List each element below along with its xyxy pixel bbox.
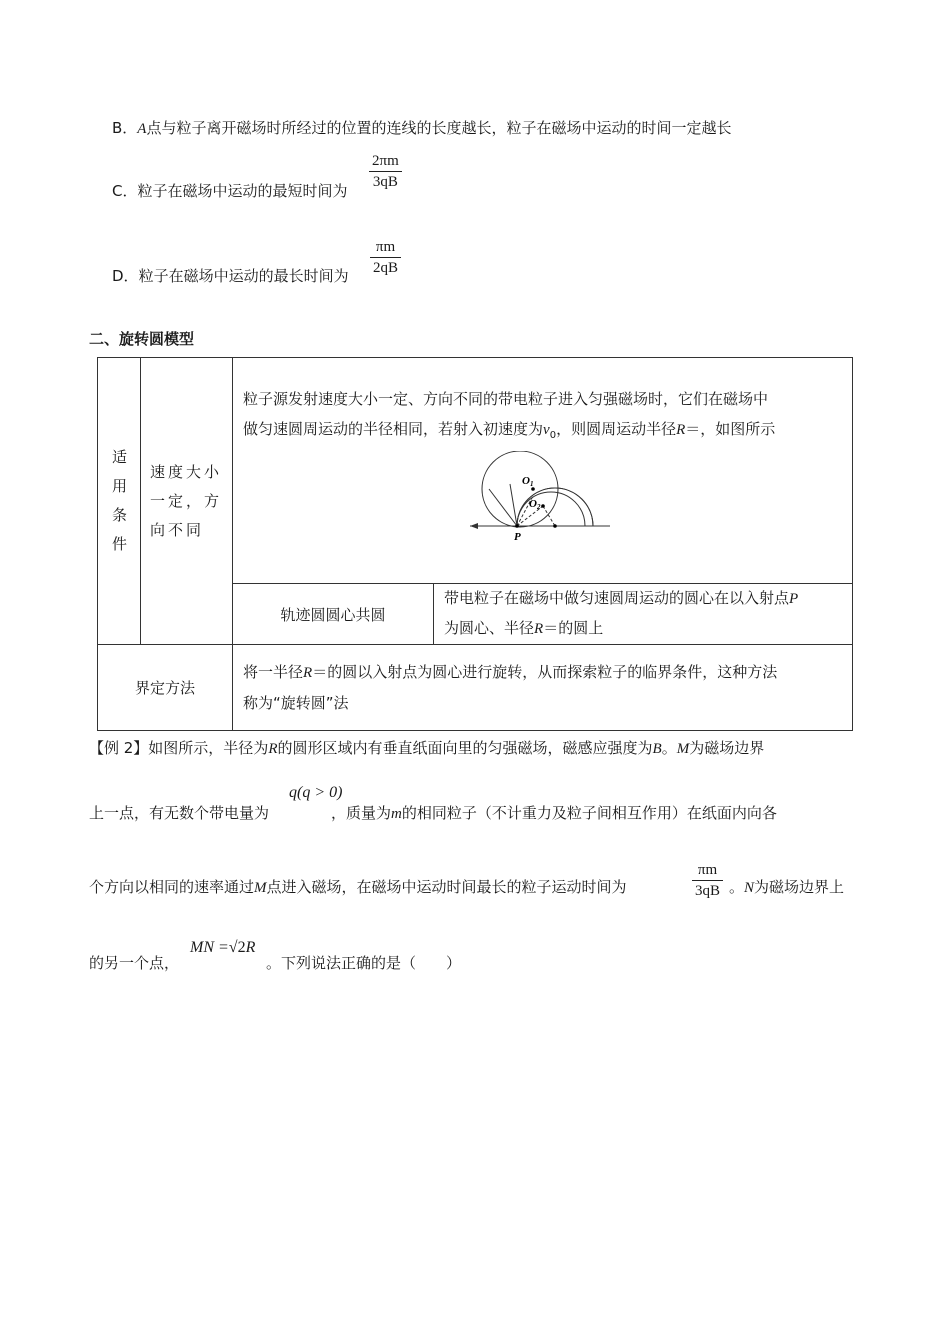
mn-expression <box>190 937 255 957</box>
entry-point-dot <box>515 524 519 528</box>
max-time-fraction <box>692 860 723 901</box>
example-text: ，质量为 <box>331 804 392 822</box>
desc-text: ＝，如图所示 <box>685 420 776 438</box>
section-title: 二、旋转圆模型 <box>89 330 195 348</box>
row2-text: 为圆心、半径 <box>444 619 535 637</box>
example-text: 的圆形区域内有垂直纸面向里的匀强磁场，磁感应强度为 <box>277 739 653 757</box>
row3-text: ＝的圆以入射点为圆心进行旋转，从而探索粒子的临界条件，这种方法 <box>312 663 778 681</box>
radius-symbol: R <box>268 741 278 757</box>
option-c-text: 粒子在磁场中运动的最短时间为 <box>137 182 348 200</box>
option-c-letter: C． <box>112 182 138 200</box>
radius-symbol: R <box>534 621 544 637</box>
sqrt-two: √2 <box>228 939 246 956</box>
option-b-text: 点与粒子离开磁场时所经过的位置的连线的长度越长，粒子在磁场中运动的时间一定越长 <box>146 119 732 137</box>
point-a: A <box>137 121 147 137</box>
radius-symbol: R <box>245 939 256 956</box>
point-m-symbol: M <box>676 741 690 757</box>
example-line-2 <box>89 802 777 823</box>
example-text: 的另一个点， <box>89 954 180 972</box>
method-label-cell <box>98 645 233 731</box>
speed-condition-cell <box>141 358 233 645</box>
description-line-2 <box>243 414 842 451</box>
o2-label: O2 <box>529 498 541 511</box>
method-line-1 <box>243 657 846 688</box>
example-text: 个方向以相同的速率通过 <box>89 878 255 896</box>
example-text: 为磁场边界 <box>689 739 765 757</box>
option-c <box>112 180 348 201</box>
row2-text: ＝的圆上 <box>543 619 604 637</box>
applicable-conditions-cell <box>98 358 141 645</box>
desc-text: ，则圆周运动半径 <box>556 420 677 438</box>
description-line-1: 粒子源发射速度大小一定、方向不同的带电粒子进入匀强磁场时，它们在磁场中 <box>243 390 769 408</box>
row3-text: 将一半径 <box>243 663 304 681</box>
boundary-arrow-icon <box>470 523 478 529</box>
example-text: 【例 2】如图所示，半径为 <box>89 739 269 757</box>
fraction-denominator: 2qB <box>373 260 399 276</box>
co-circular-line-1 <box>444 584 846 614</box>
velocity-arrow-2 <box>510 484 517 526</box>
rotating-circles-figure <box>465 451 625 551</box>
o1-label: O1 <box>522 475 534 488</box>
desc-text: 做匀速圆周运动的半径相同，若射入初速度为 <box>243 420 544 438</box>
trajectory-arc-2 <box>517 492 585 526</box>
speed-condition-label: 速度大小一定，方向不同 <box>150 462 223 539</box>
fraction-numerator: πm <box>692 860 723 881</box>
co-circular-line-2 <box>444 614 846 644</box>
field-symbol: B <box>652 741 662 757</box>
co-circular-centers-cell <box>233 584 434 645</box>
example-text: 上一点，有无数个带电量为 <box>89 804 270 822</box>
co-circular-description-cell <box>434 584 853 645</box>
option-d-letter: D． <box>112 267 139 285</box>
mn-symbol: MN = <box>190 939 229 956</box>
radius-symbol: R <box>303 665 313 681</box>
option-d-fraction <box>370 237 401 278</box>
option-d-text: 粒子在磁场中运动的最长时间为 <box>138 267 349 285</box>
example-line-4-end: 。下列说法正确的是（ ） <box>266 954 462 972</box>
point-m-symbol: M <box>254 880 267 896</box>
row2-text: 带电粒子在磁场中做匀速圆周运动的圆心在以入射点 <box>444 589 790 607</box>
mass-symbol: m <box>391 806 402 822</box>
example-line-4 <box>89 952 179 973</box>
method-line-2: 称为“旋转圆”法 <box>243 694 349 712</box>
fraction-numerator: 2πm <box>369 151 402 172</box>
applicable-conditions-label <box>112 443 126 559</box>
example-text: 的相同粒子（不计重力及粒子间相互作用）在纸面内向各 <box>401 804 777 822</box>
method-description-cell <box>233 645 853 731</box>
option-b-letter: B． <box>112 119 138 137</box>
example-line-1 <box>89 737 764 758</box>
label-text: 适用条件 <box>112 448 128 553</box>
center-o2-dot <box>541 504 545 508</box>
p-label: P <box>514 531 521 543</box>
point-p-symbol: P <box>789 591 799 607</box>
option-d <box>112 265 349 286</box>
fraction-denominator: 3qB <box>695 883 721 899</box>
charge-expression: q(q > 0) <box>289 784 343 801</box>
option-b <box>112 117 731 138</box>
velocity-symbol: v <box>543 422 550 438</box>
velocity-subscript: 0 <box>549 430 557 441</box>
radius-symbol: R <box>676 422 686 438</box>
point-n-symbol: N <box>744 880 755 896</box>
rotating-circle-table <box>97 357 853 731</box>
method-label: 界定方法 <box>134 679 195 697</box>
radius-dashed-3 <box>543 506 555 526</box>
option-c-fraction <box>369 151 402 192</box>
example-line-3-end <box>729 876 844 897</box>
example-text: 为磁场边界上 <box>754 878 845 896</box>
description-cell <box>233 358 853 584</box>
velocity-arrow-1 <box>489 489 517 526</box>
fraction-denominator: 3qB <box>372 174 398 190</box>
co-circular-centers-label: 轨迹圆圆心共圆 <box>280 605 386 624</box>
example-line-3 <box>89 876 627 897</box>
center-o3-dot <box>553 524 557 528</box>
example-text: 。 <box>729 878 745 896</box>
example-text: 。 <box>661 739 677 757</box>
example-text: 点进入磁场，在磁场中运动时间最长的粒子运动时间为 <box>266 878 627 896</box>
fraction-numerator: πm <box>370 237 401 258</box>
